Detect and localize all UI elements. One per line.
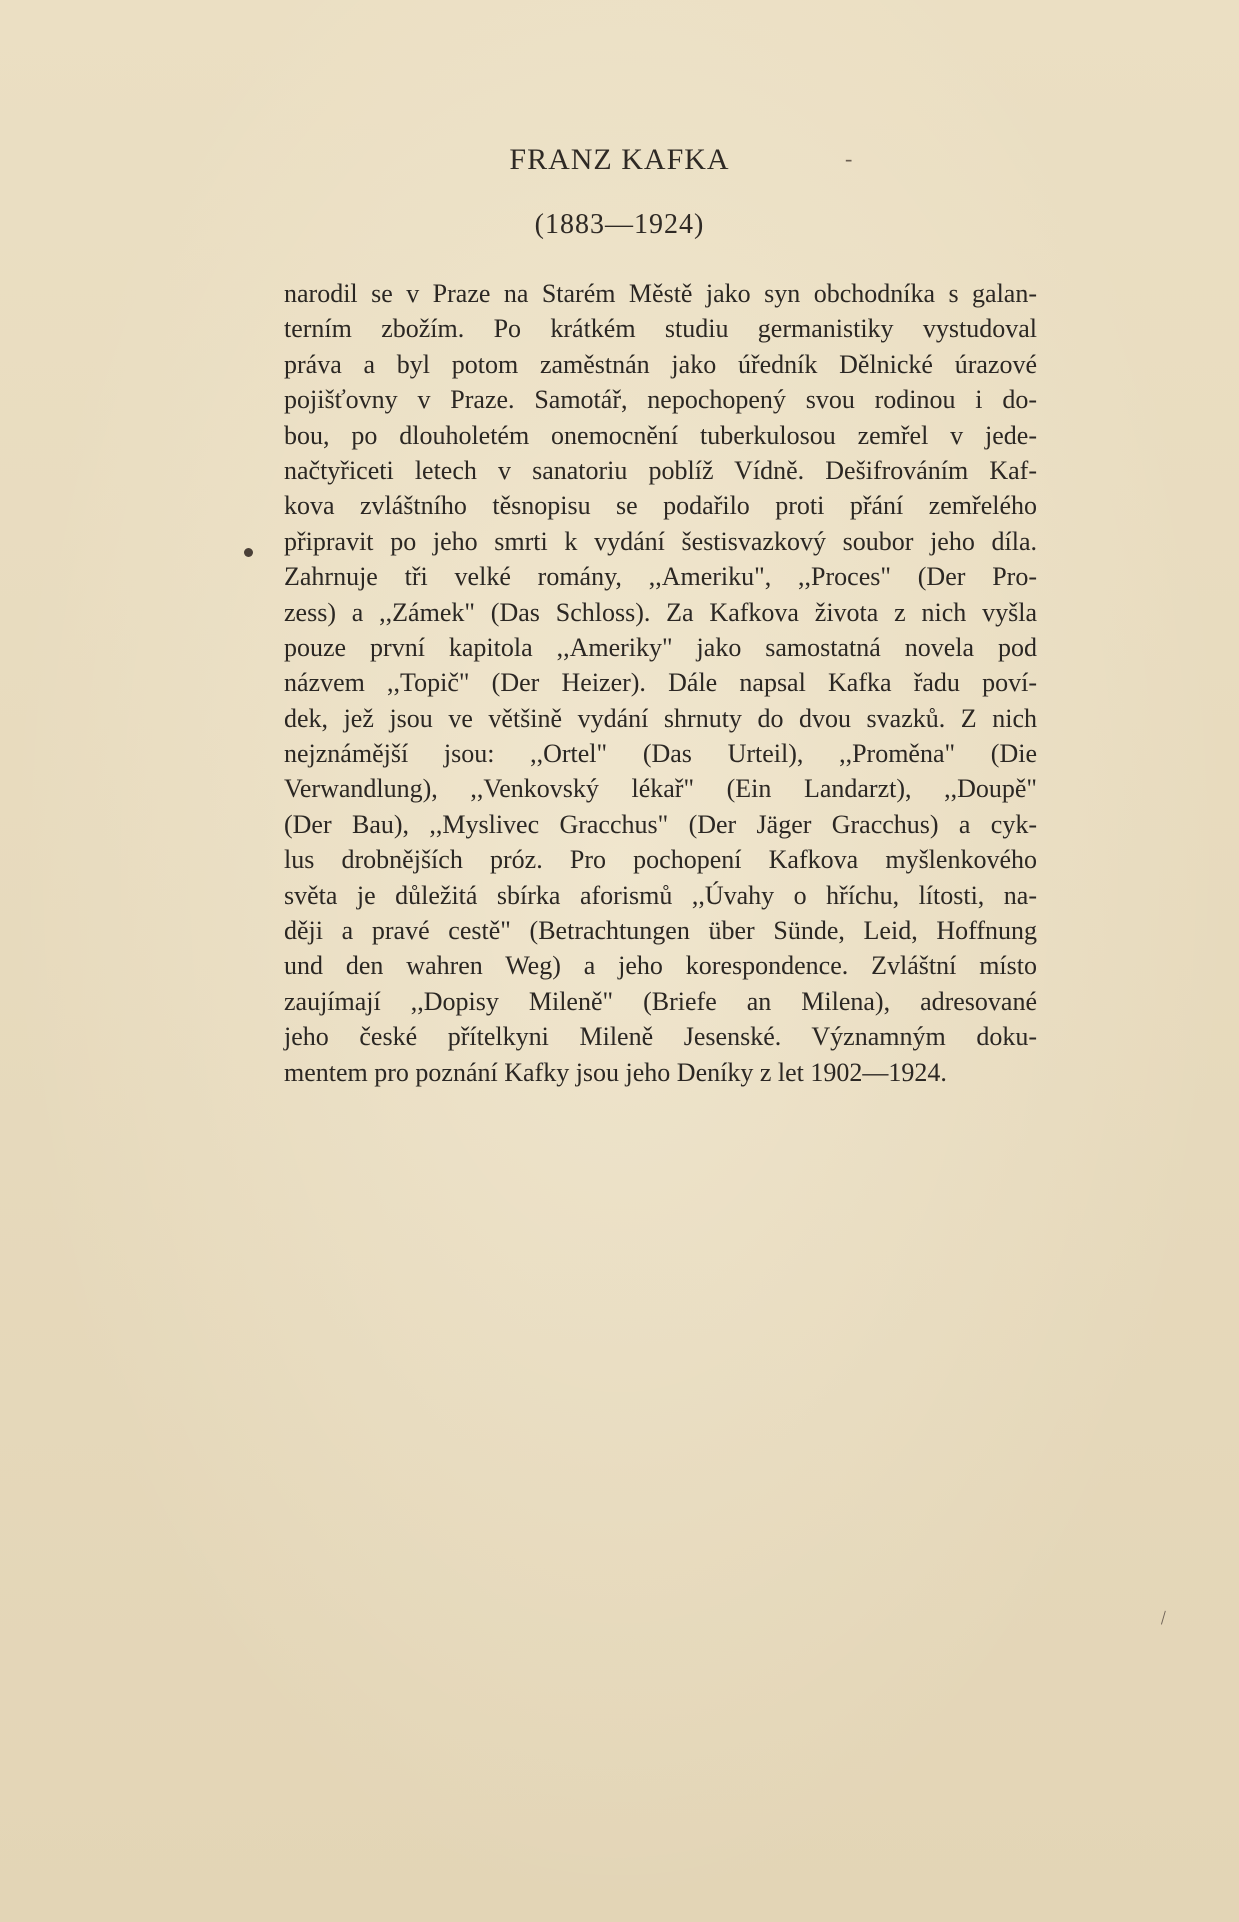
text-line: Zahrnuje tři velké romány, ,,Ameriku", ,,Proces" (Der Pro-: [284, 562, 1037, 592]
text-line: nejznámější jsou: ,,Ortel" (Das Urteil), ,,Proměna" (Die: [284, 739, 1037, 769]
text-line: narodil se v Praze na Starém Městě jako syn obchodníka s galan-: [284, 279, 1037, 308]
text-line: připravit po jeho smrti k vydání šestisvazkový soubor jeho díla.: [284, 526, 1037, 556]
text-line: načtyřiceti letech v sanatoriu poblíž Vídně. Dešifrováním Kaf-: [284, 455, 1037, 485]
text-line: zaujímají ,,Dopisy Mileně" (Briefe an Milena), adresované: [284, 986, 1037, 1016]
text-line: názvem ,,Topič" (Der Heizer). Dále napsal Kafka řadu poví-: [284, 668, 1037, 698]
text-line: und den wahren Weg) a jeho korespondence. Zvláštní místo: [284, 951, 1037, 981]
author-name-heading: FRANZ KAFKA: [509, 143, 730, 176]
biography-paragraph: [284, 276, 1037, 1090]
text-line: (Der Bau), ,,Myslivec Gracchus" (Der Jäger Gracchus) a cyk-: [284, 809, 1037, 839]
life-dates: (1883—1924): [534, 209, 705, 240]
text-line: ději a pravé cestě" (Betrachtungen über Sünde, Leid, Hoffnung: [284, 916, 1037, 946]
text-line: jeho české přítelkyni Mileně Jesenské. Významným doku-: [284, 1022, 1037, 1052]
text-line: Verwandlung), ,,Venkovský lékař" (Ein Landarzt), ,,Doupě": [284, 774, 1037, 804]
stray-mark-bottom: \: [1154, 1607, 1172, 1629]
stray-mark: -: [845, 146, 853, 171]
text-line: bou, po dlouholetém onemocnění tuberkulosou zemřel v jede-: [284, 420, 1037, 450]
text-line: světa je důležitá sbírka aforismů ,,Úvahy o hříchu, lítosti, na-: [284, 880, 1037, 910]
text-line: lus drobnějších próz. Pro pochopení Kafkova myšlenkového: [284, 845, 1037, 875]
text-line: zess) a ,,Zámek" (Das Schloss). Za Kafkova života z nich vyšla: [284, 597, 1037, 627]
text-line: mentem pro poznání Kafky jsou jeho Deníky z let 1902—1924.: [284, 1057, 947, 1087]
text-line: práva a byl potom zaměstnán jako úředník Dělnické úrazové: [284, 349, 1037, 379]
text-line: kova zvláštního těsnopisu se podařilo proti přání zemřelého: [284, 491, 1037, 521]
text-line: dek, jež jsou ve většině vydání shrnuty do dvou svazků. Z nich: [284, 703, 1037, 733]
text-line: terním zbožím. Po krátkém studiu germanistiky vystudoval: [284, 314, 1037, 344]
text-line: pouze první kapitola ,,Ameriky" jako samostatná novela pod: [284, 632, 1037, 662]
text-line: pojišťovny v Praze. Samotář, nepochopený svou rodinou i do-: [284, 385, 1037, 415]
margin-dot: [244, 548, 253, 557]
